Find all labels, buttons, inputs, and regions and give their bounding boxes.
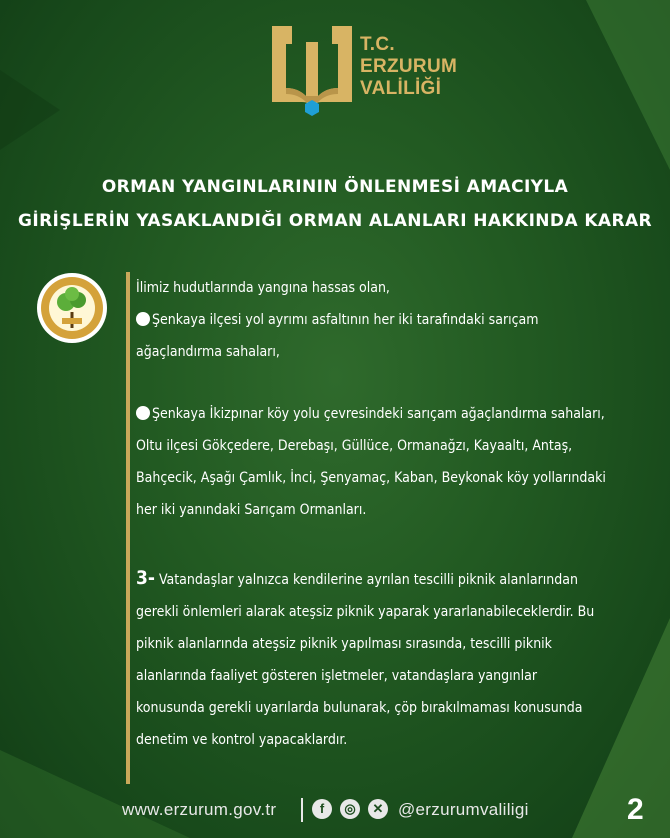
logo-line-erzurum: ERZURUM <box>360 56 458 77</box>
logo-line-tc: T.C. <box>360 34 395 55</box>
bullet-2-text: Şenkaya İkizpınar köy yolu çevresindeki sarıçam ağaçlandırma sahaları, <box>152 406 605 422</box>
book-emblem-icon <box>268 22 358 122</box>
bullet-1-text: Şenkaya ilçesi yol ayrımı asfaltının her iki tarafındaki sarıçam <box>152 312 539 328</box>
x-icon[interactable]: ✕ <box>368 799 388 819</box>
item-3-line-2: gerekli önlemleri alarak ateşsiz piknik yaparak yararlanabileceklerdir. Bu <box>136 604 595 620</box>
bullet-2-line-3: Bahçecik, Aşağı Çamlık, İnci, Şenyamaç, Kaban, Beykonak köy yollarındaki <box>136 470 606 486</box>
bullet-icon <box>136 406 150 420</box>
bullet-1-line-2: ağaçlandırma sahaları, <box>136 344 280 360</box>
title-line-1: ORMAN YANGINLARININ ÖNLENMESİ AMACIYLA <box>101 177 569 197</box>
item-3-line-1 <box>136 562 660 596</box>
decor-triangle-top-right <box>530 0 670 170</box>
bullet-icon <box>136 312 150 326</box>
page-title <box>0 170 670 238</box>
title-line-2: GİRİŞLERİN YASAKLANDIĞI ORMAN ALANLARI HAKKINDA KARAR <box>17 211 652 231</box>
bullet-2-line-4: her iki yanındaki Sarıçam Ormanları. <box>136 502 367 518</box>
item-3-line-3: piknik alanlarında ateşsiz piknik yapılması sırasında, tescilli piknik <box>136 636 552 652</box>
social-handle[interactable]: @erzurumvaliligi <box>398 800 529 819</box>
item-3-text: Vatandaşlar yalnızca kendilerine ayrılan tescilli piknik alanlarından <box>159 572 578 588</box>
bullet-1-line-1 <box>136 304 660 336</box>
content-body <box>136 272 660 756</box>
item-3-number: 3- <box>136 567 155 589</box>
website-link[interactable]: www.erzurum.gov.tr <box>122 800 277 819</box>
instagram-icon[interactable]: ◎ <box>340 799 360 819</box>
footer-divider <box>301 798 303 822</box>
item-3-line-4: alanlarında faaliyet gösteren işletmeler, vatandaşlara yangınlar <box>136 668 537 684</box>
logo-line-valiligi: VALİLİĞİ <box>360 78 442 99</box>
decor-triangle-left <box>0 70 60 150</box>
item-3-line-5: konusunda gerekli uyarılarda bulunarak, çöp bırakılmaması konusunda <box>136 700 583 716</box>
logo-text <box>360 34 457 100</box>
ogm-badge-icon <box>36 272 108 344</box>
intro-text: İlimiz hudutlarında yangına hassas olan, <box>136 280 390 296</box>
bullet-2-line-1 <box>136 398 660 430</box>
spacer <box>136 526 660 562</box>
item-3-line-6: denetim ve kontrol yapacaklardır. <box>136 732 348 748</box>
spacer <box>136 368 660 398</box>
page-number: 2 <box>627 793 644 826</box>
bullet-2-line-2: Oltu ilçesi Gökçedere, Derebaşı, Güllüce, Ormanağzı, Kayaaltı, Antaş, <box>136 438 573 454</box>
content-vertical-bar <box>126 272 130 784</box>
footer <box>0 793 670 826</box>
governorship-logo <box>268 22 458 122</box>
facebook-icon[interactable]: f <box>312 799 332 819</box>
